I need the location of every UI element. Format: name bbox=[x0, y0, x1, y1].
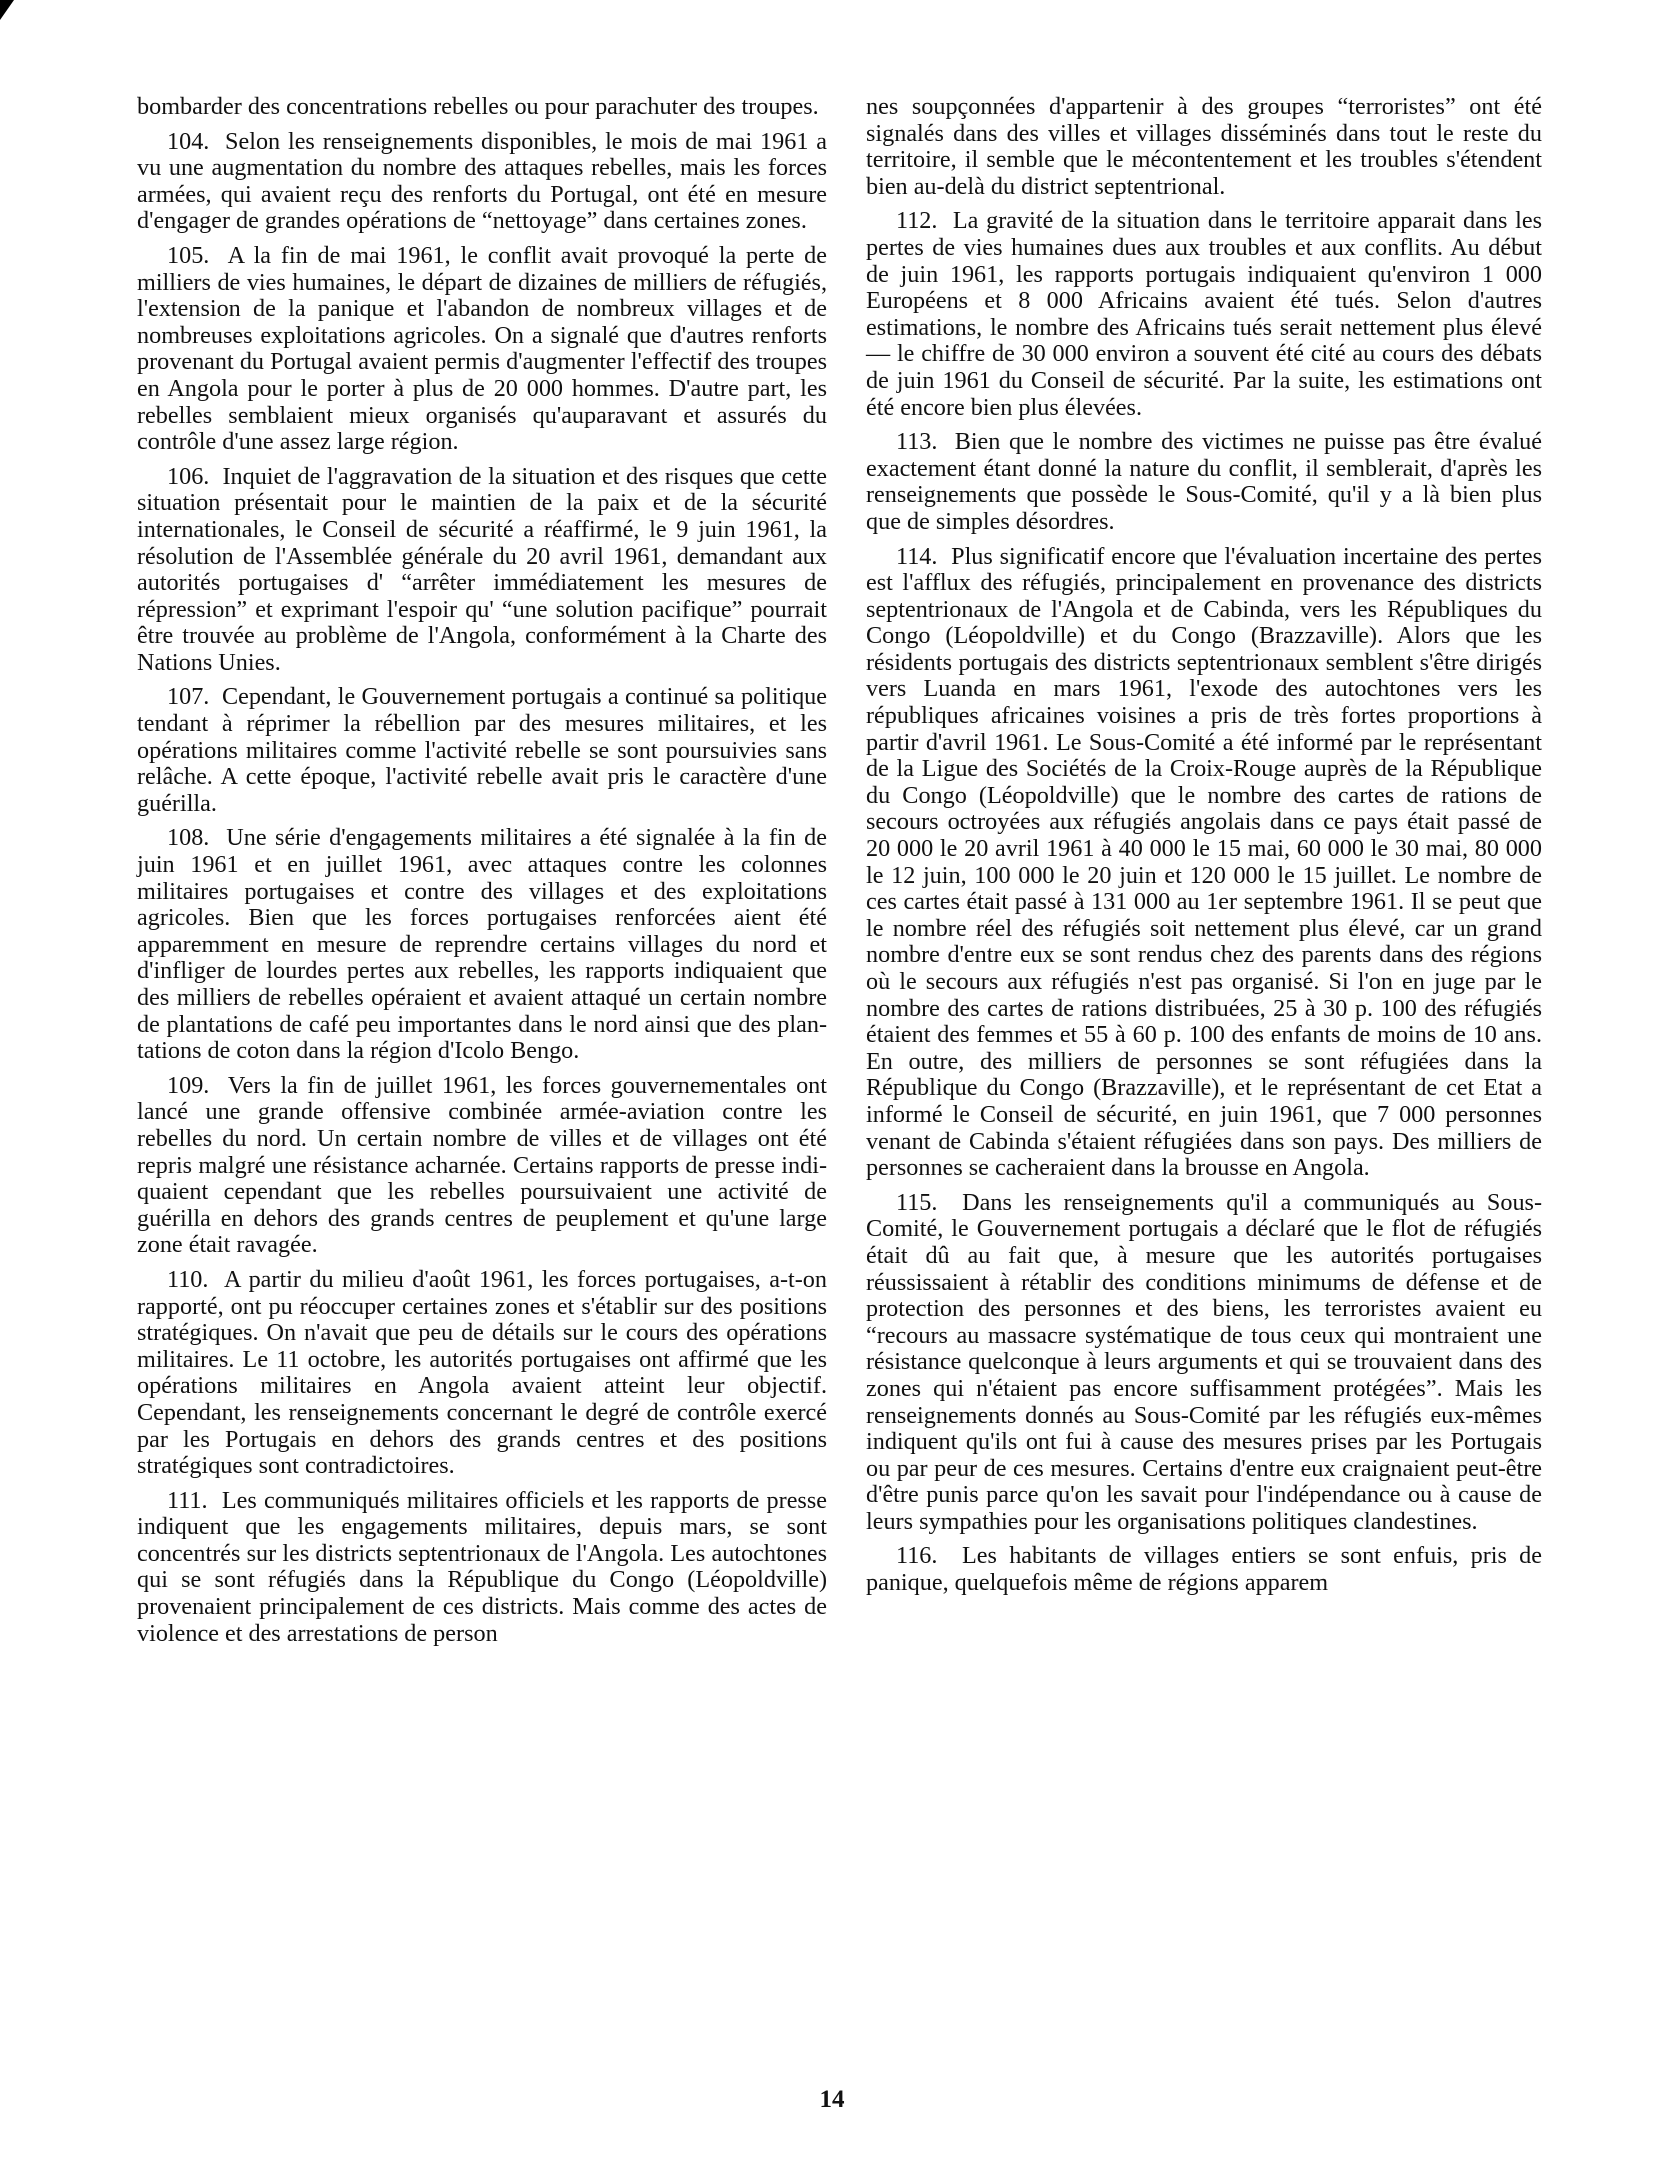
left-column bbox=[137, 94, 827, 1655]
paragraph-number: 108. bbox=[167, 824, 210, 852]
paragraph-number: 113. bbox=[896, 428, 938, 456]
paragraph-number: 109. bbox=[167, 1071, 210, 1099]
paragraph-114: 114. Plus significatif encore que l'évaluation incertaine des pertes est l'afflux des réfugiés, principalement en provenance des districts septentrionaux de l'Angola et de Cabinda, vers les Républiques du Congo (Léopoldville) et du Congo (Brazzaville). Alors que les résidents portugais des districts septentrionaux semblent s'être dirigés vers Luanda en mars 1961, l'exode des autochtones vers les républiques africaines voisines a pris de très fortes proportions à partir d'avril 1961. Le Sous-Comité a été informé par le représentant de la Ligue des Sociétés de la Croix-Rouge auprès de la République du Congo (Léopoldville) que le nombre des cartes de rations de secours octroyées aux réfugiés angolais dans ce pays était passé de 20 000 le 20 avril 1961 à 40 000 le 15 mai, 60 000 le 30 mai, 80 000 le 12 juin, 100 000 le 20 juin et 120 000 le 15 juillet. Le nombre de ces cartes était passé à 131 000 au 1er septembre 1961. Il se peut que le nombre réel des réfugiés soit nettement plus élevé, car un grand nombre d'entre eux se sont rendus chez des parents dans des régions où le secours aux réfugiés n'est pas organisé. Si l'on en juge par le nombre des cartes de rations distribuées, 25 à 30 p. 100 des réfugiés étaient des femmes et 55 à 60 p. 100 des enfants de moins de 10 ans. En outre, des milliers de personnes se sont réfugiées dans la République du Congo (Brazzaville), et le représentant de cet Etat a informé le Conseil de sécurité, en juin 1961, que 7 000 personnes venant de Cabinda s'étaient réfugiées dans son pays. Des milliers de personnes se cacheraient dans la brousse en Angola. bbox=[866, 542, 1542, 1182]
paragraph-number: 105. bbox=[167, 241, 210, 269]
paragraph-107: 107. Cependant, le Gouvernement portugais a continué sa politique tendant à réprimer la rébellion par des mesures militaires, et les opérations militaires comme l'activité rebelle se sont poursuivies sans relâche. A cette époque, l'activité rebelle avait pris le caractère d'une guérilla. bbox=[137, 683, 827, 817]
paragraph-number: 106. bbox=[167, 462, 210, 490]
paragraph-number: 116. bbox=[896, 1542, 938, 1570]
paragraph-number: 115. bbox=[896, 1188, 938, 1216]
paragraph-116: 116. Les habitants de villages entiers se sont enfuis, pris de panique, quelquefois même de régions apparem bbox=[866, 1542, 1542, 1597]
paragraph-number: 104. bbox=[167, 127, 210, 155]
right-column bbox=[866, 94, 1542, 1605]
paragraph-108: 108. Une série d'engagements militaires a été signalée à la fin de juin 1961 et en juillet 1961, avec attaques contre les colonnes militaires portugaises et contre des villages et des exploitations agricoles. Bien que les forces portugaises renforcées aient été apparemment en mesure de reprendre certains villages du nord et d'infliger de lourdes pertes aux rebelles, les rapports indiquaient que des milliers de rebelles opéraient et avaient attaqué un certain nombre de plantations de café peu importantes dans le nord ainsi que des plantations de coton dans la région d'Icolo Bengo. bbox=[137, 824, 828, 1065]
paragraph-number: 107. bbox=[167, 683, 210, 711]
paragraph-112: 112. La gravité de la situation dans le territoire apparait dans les pertes de vies humaines dues aux troubles et aux conflits. Au début de juin 1961, les rapports portugais indiquaient qu'environ 1 000 Européens et 8 000 Africains avaient été tués. Selon d'autres estimations, le nombre des Africains tués serait nettement plus élevé — le chiffre de 30 000 environ a souvent été cité au cours des débats de juin 1961 du Conseil de sécurité. Par la suite, les estimations ont été encore bien plus élevées. bbox=[866, 207, 1542, 421]
paragraph-number: 110. bbox=[167, 1265, 209, 1293]
paragraph-number: 111. bbox=[167, 1486, 208, 1514]
paragraph-105: 105. A la fin de mai 1961, le conflit avait provoqué la perte de milliers de vies humaines, le départ de dizaines de milliers de réfugiés, l'extension de la panique et l'abandon de nombreux villages et de nombreuses exploitations agricoles. On a signalé que d'autres renforts provenant du Portugal avaient permis d'augmenter l'effectif des troupes en Angola pour le porter à plus de 20 000 hommes. D'autre part, les rebelles semblaient mieux organisés qu'auparavant et assurés du contrôle d'une assez large région. bbox=[137, 241, 827, 456]
paragraph-109: 109. Vers la fin de juillet 1961, les forces gouvernementales ont lancé une grande offensive combinée armée-aviation contre les rebelles du nord. Un certain nombre de villes et de villages ont été repris malgré une résistance acharnée. Certains rapports de presse indiquaient cependant que les rebelles poursuivaient une activité de guérilla en dehors des grands centres de peuplement et qu'une large zone était ravagée. bbox=[137, 1071, 827, 1259]
paragraph-110: 110. A partir du milieu d'août 1961, les forces portugaises, a-t-on rapporté, ont pu réoccuper certaines zones et s'établir sur des positions stratégiques. On n'avait que peu de détails sur le cours des opérations militaires. Le 11 octobre, les autorités portugaises ont affirmé que les opérations militaires en Angola avaient atteint leur objectif. Cependant, les renseignements concernant le degré de contrôle exercé par les Portugais en dehors des grands centres et des positions stratégiques sont contradictoires. bbox=[137, 1265, 827, 1480]
paragraph-number: 112. bbox=[896, 207, 938, 235]
paragraph-106: 106. Inquiet de l'aggravation de la situation et des risques que cette situation présentait pour le maintien de la paix et de la sécurité internationales, le Conseil de sécurité a réaffirmé, le 9 juin 1961, la résolution de l'Assemblée générale du 20 avril 1961, demandant aux autorités portugaises d' “arrêter immédiatement les mesures de répression” et exprimant l'espoir qu' “une solution pacifique” pourrait être trouvée au problème de l'Angola, conformément à la Charte des Nations Unies. bbox=[137, 462, 828, 676]
paragraph-continued: bombarder des concentrations rebelles ou pour parachuter des troupes. bbox=[137, 93, 819, 120]
paragraph-111: 111. Les communiqués militaires officiels et les rapports de presse indiquent que les engagements militaires, depuis mars, se sont concentrés sur les districts septentrionaux de l'Angola. Les autochtones qui se sont réfugiés dans la République du Congo (Léopoldville) provenaient principalement de ces districts. Mais comme des actes de violence et des arrestations de person bbox=[137, 1486, 827, 1647]
page-number: 14 bbox=[819, 2086, 845, 2113]
paragraph-115: 115. Dans les renseignements qu'il a communiqués au Sous-Comité, le Gouvernement portugais a déclaré que le flot de réfugiés était dû au fait que, à mesure que les autorités portugaises réussissaient à rétablir des conditions minimums de défense et de protection des personnes et des biens, les terroristes avaient eu “recours au massacre systématique de tous ceux qui montraient une résistance quelconque à leurs arguments et qui se trouvaient dans des zones qui n'étaient pas encore suffisamment protégées”. Mais les renseignements donnés au Sous-Comité par les réfugiés eux-mêmes indiquent qu'ils ont fui à cause des mesures prises par les Portugais ou par peur de ces mesures. Certains d'entre eux craignaient peut-être d'être punis parce qu'on les savait pour l'indépendance ou à cause de leurs sympathies pour les organisations politiques clandestines. bbox=[866, 1188, 1543, 1535]
paragraph-number: 114. bbox=[896, 542, 938, 570]
paragraph-104: 104. Selon les renseignements disponibles, le mois de mai 1961 a vu une augmentation du nombre des attaques rebelles, mais les forces armées, qui avaient reçu des renforts du Portugal, ont été en mesure d'engager de grandes opérations de “nettoyage” dans certaines zones. bbox=[137, 127, 828, 235]
scan-corner-mark bbox=[0, 0, 14, 20]
paragraph-continued: nes soupçonnées d'appartenir à des groupes “terroristes” ont été signalés dans des villes et villages disséminés dans tout le reste du territoire, il semble que le mécontentement et les troubles s'étendent bien au-delà du district septentrional. bbox=[866, 93, 1542, 200]
paragraph-113: 113. Bien que le nombre des victimes ne puisse pas être évalué exactement étant donné la nature du conflit, il semblerait, d'après les renseignements que possède le Sous-Comité, qu'il y a là bien plus que de simples désordres. bbox=[866, 428, 1543, 535]
